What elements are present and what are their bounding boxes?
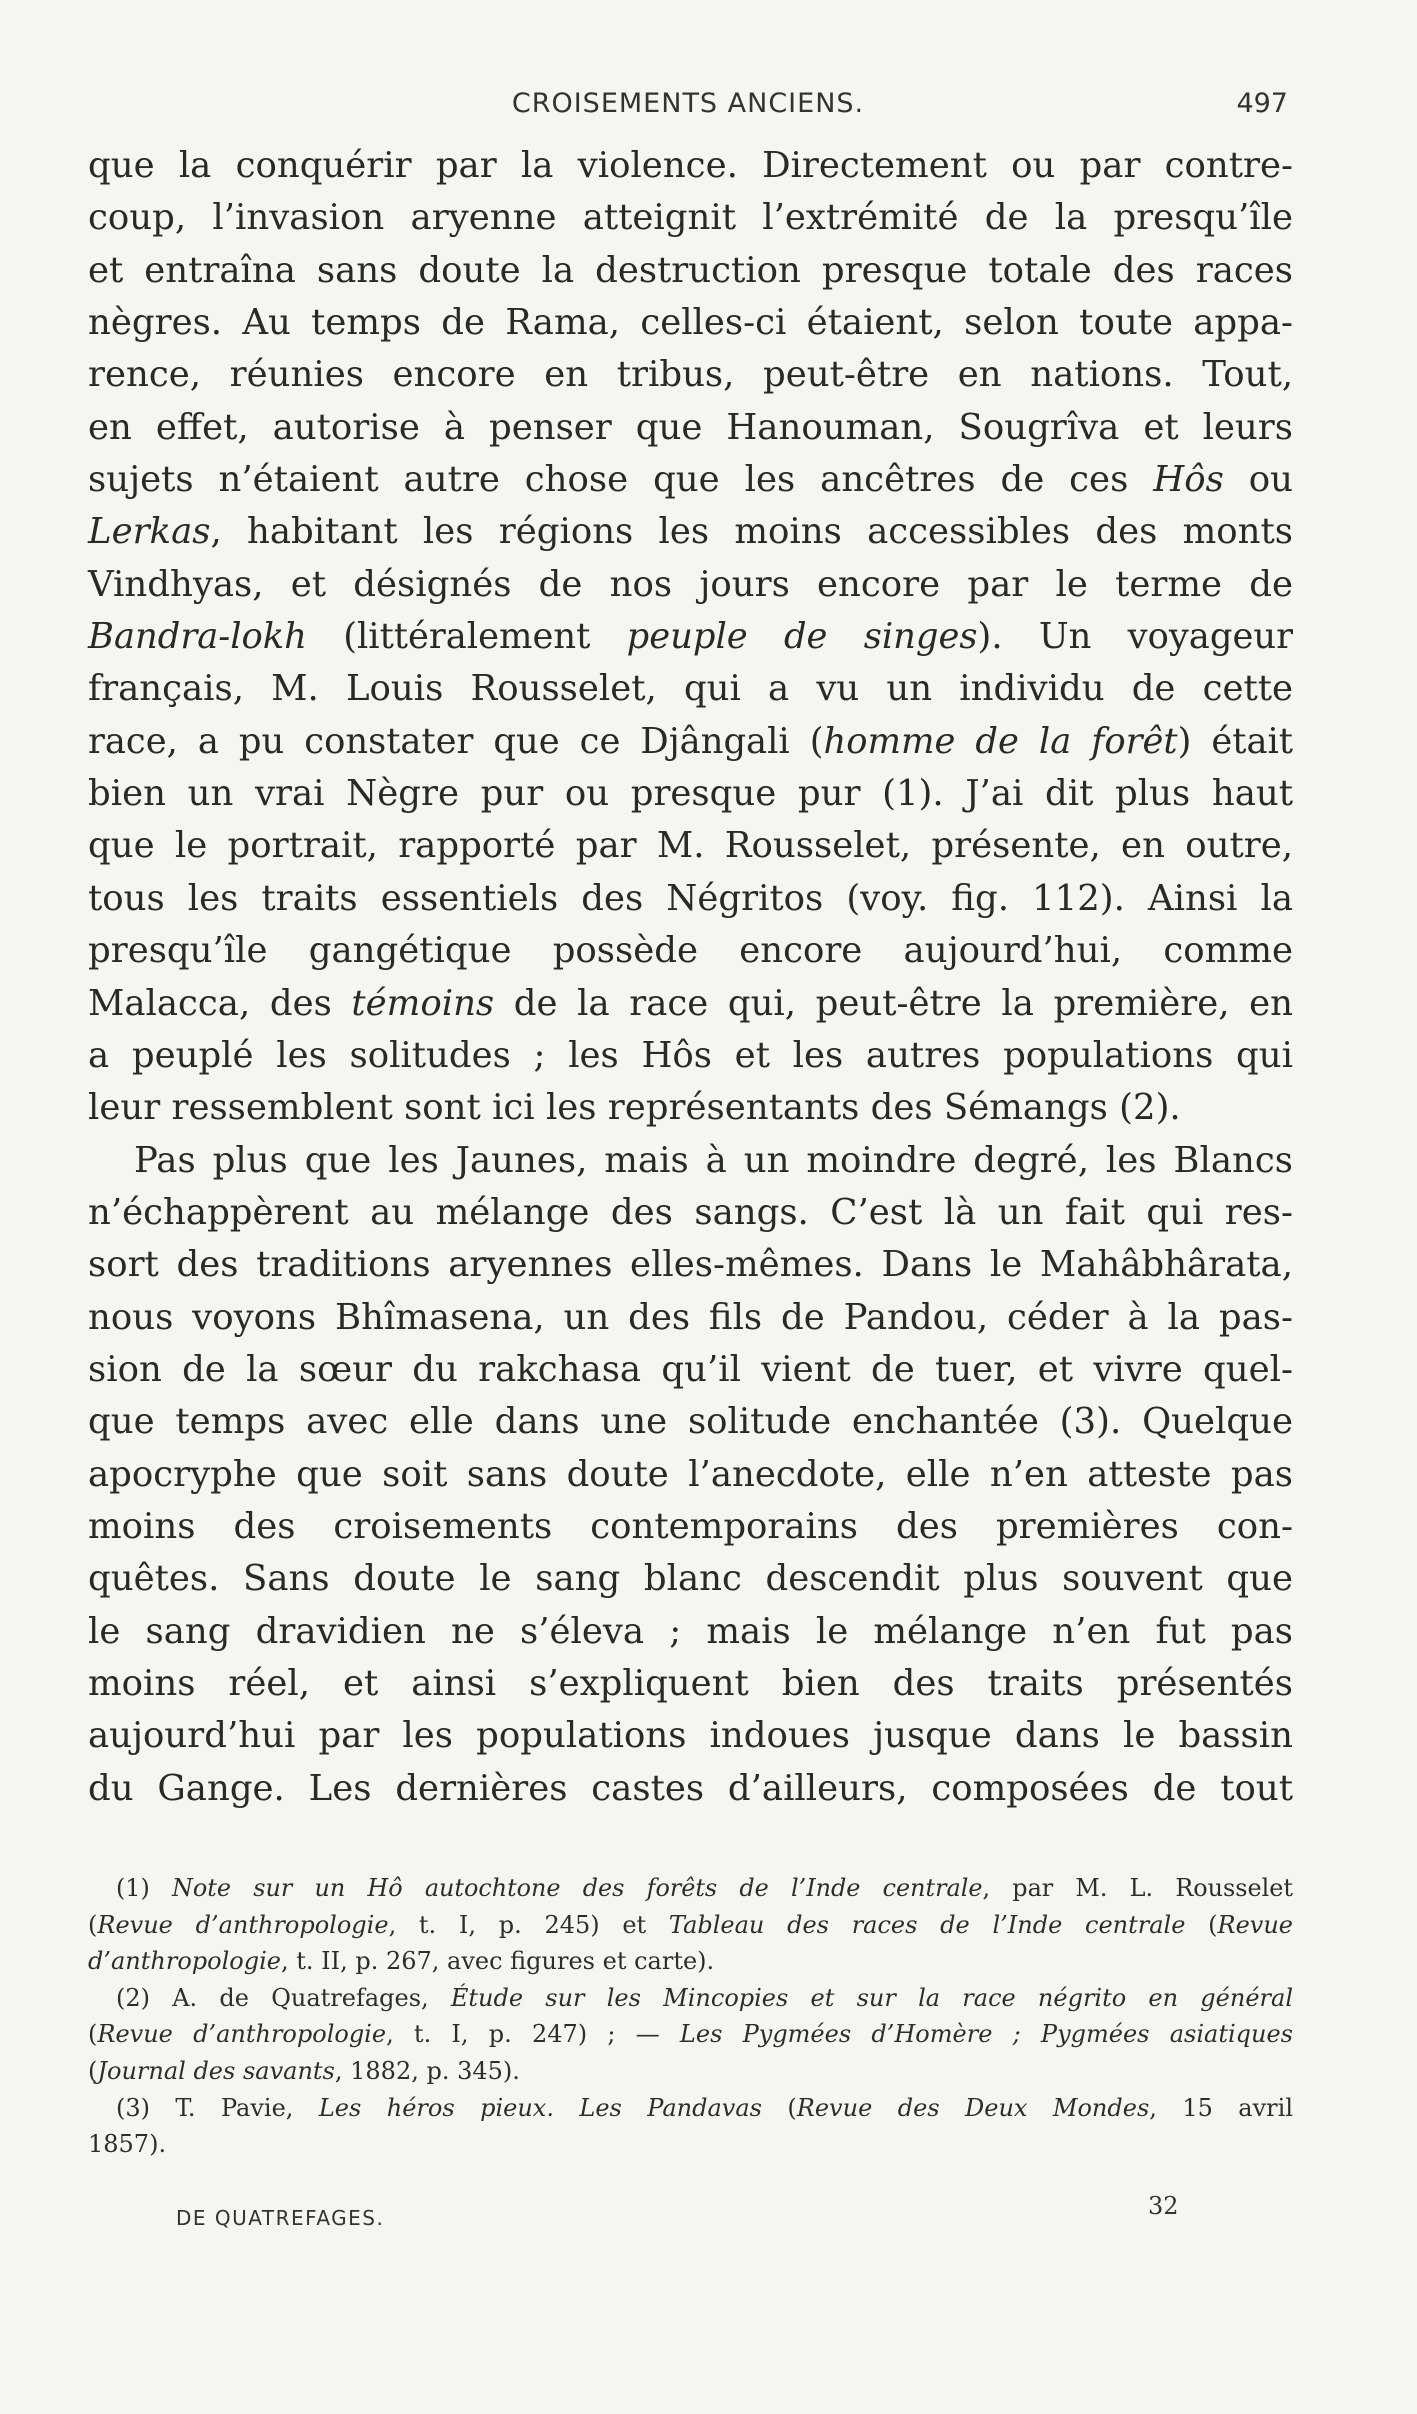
footnote-line: (2) A. de Quatrefages, Étude sur les Mincopies et sur la race négrito en général: [116, 1983, 1293, 2012]
text-line: aujourd’hui par les populations indoues jusque dans le bassin: [88, 1715, 1293, 1757]
text-line: sion de la sœur du rakchasa qu’il vient de tuer, et vivre quel-: [88, 1348, 1293, 1390]
italic-term: Hôs: [1153, 459, 1224, 501]
running-title: CROISEMENTS ANCIENS.: [511, 88, 865, 119]
text-line: français, M. Louis Rousselet, qui a vu un individu de cette: [88, 668, 1293, 710]
text-line: nègres. Au temps de Rama, celles-ci étaient, selon toute appa-: [88, 302, 1293, 344]
text-line: quêtes. Sans doute le sang blanc descendit plus souvent que: [88, 1558, 1293, 1600]
text-line: a peuplé les solitudes ; les Hôs et les autres populations qui: [88, 1034, 1293, 1076]
italic-term: Bandra-lokh: [88, 616, 307, 658]
text-line: du Gange. Les dernières castes d’ailleurs, composées de tout: [88, 1767, 1293, 1809]
text-line: rence, réunies encore en tribus, peut-être en nations. Tout,: [88, 354, 1293, 396]
text-line: Vindhyas, et désignés de nos jours encore par le terme de: [88, 563, 1293, 605]
text-line: n’échappèrent au mélange des sangs. C’est là un fait qui res-: [88, 1191, 1293, 1233]
text-line: en effet, autorise à penser que Hanouman, Sougrîva et leurs: [88, 406, 1293, 448]
footnote-line: (Revue d’anthropologie, t. I, p. 245) et Tableau des races de l’Inde centrale (Revue: [88, 1910, 1293, 1939]
footnote-line: (Revue d’anthropologie, t. I, p. 247) ; — Les Pygmées d’Homère ; Pygmées asiatiques: [88, 2020, 1293, 2049]
footnote-line: (1) Note sur un Hô autochtone des forêts de l’Inde centrale, par M. L. Rousselet: [116, 1874, 1293, 1902]
text-line: moins réel, et ainsi s’expliquent bien des traits présentés: [88, 1662, 1293, 1704]
text-line: race, a pu constater que ce Djângali (homme de la forêt) était: [88, 720, 1293, 762]
text-line: sujets n’étaient autre chose que les ancêtres de ces Hôs ou: [88, 459, 1293, 501]
footnote-line: (3) T. Pavie, Les héros pieux. Les Pandavas (Revue des Deux Mondes, 15 avril: [116, 2093, 1293, 2122]
text-line: nous voyons Bhîmasena, un des fils de Pandou, céder à la pas-: [88, 1296, 1293, 1338]
footnotes: [88, 1870, 1293, 2163]
text-line: bien un vrai Nègre pur ou presque pur (1). J’ai dit plus haut: [88, 773, 1293, 815]
text-line: apocryphe que soit sans doute l’anecdote, elle n’en atteste pas: [88, 1453, 1293, 1495]
running-head: [88, 88, 1288, 128]
text-line: Lerkas, habitant les régions les moins accessibles des monts: [88, 511, 1293, 553]
text-line: et entraîna sans doute la destruction presque totale des races: [88, 249, 1293, 291]
sheet-signature-number: 32: [1148, 2192, 1179, 2220]
text-line: tous les traits essentiels des Négritos (voy. fig. 112). Ainsi la: [88, 877, 1293, 919]
printer-signature: DE QUATREFAGES.: [176, 2206, 385, 2230]
text-line: que la conquérir par la violence. Directement ou par contre-: [88, 145, 1293, 186]
footnote-line: (Journal des savants, 1882, p. 345).: [88, 2056, 520, 2085]
italic-term: témoins: [351, 982, 495, 1024]
text-line: Pas plus que les Jaunes, mais à un moindre degré, les Blancs: [134, 1139, 1293, 1181]
text-line: sort des traditions aryennes elles-mêmes. Dans le Mahâbhârata,: [88, 1244, 1293, 1286]
italic-term: peuple de singes: [626, 616, 978, 658]
text-line: Bandra-lokh (littéralement peuple de singes). Un voyageur: [88, 616, 1293, 658]
italic-term: Lerkas: [88, 511, 211, 553]
text-line: que temps avec elle dans une solitude enchantée (3). Quelque: [88, 1401, 1293, 1443]
text-line: leur ressemblent sont ici les représentants des Sémangs (2).: [88, 1087, 1181, 1129]
main-text: [88, 140, 1293, 1815]
italic-term: homme de la forêt: [823, 720, 1178, 762]
footnote-line: d’anthropologie, t. II, p. 267, avec figures et carte).: [88, 1947, 715, 1976]
footnote-line: 1857).: [88, 2130, 167, 2159]
text-line: coup, l’invasion aryenne atteignit l’extrémité de la presqu’île: [88, 197, 1293, 239]
text-line: moins des croisements contemporains des premières con-: [88, 1505, 1293, 1547]
page-number: 497: [1236, 88, 1288, 119]
text-line: que le portrait, rapporté par M. Rousselet, présente, en outre,: [88, 825, 1293, 867]
text-line: le sang dravidien ne s’éleva ; mais le mélange n’en fut pas: [88, 1610, 1293, 1652]
text-line: presqu’île gangétique possède encore aujourd’hui, comme: [88, 930, 1293, 972]
text-line: Malacca, des témoins de la race qui, peut-être la première, en: [88, 982, 1293, 1024]
